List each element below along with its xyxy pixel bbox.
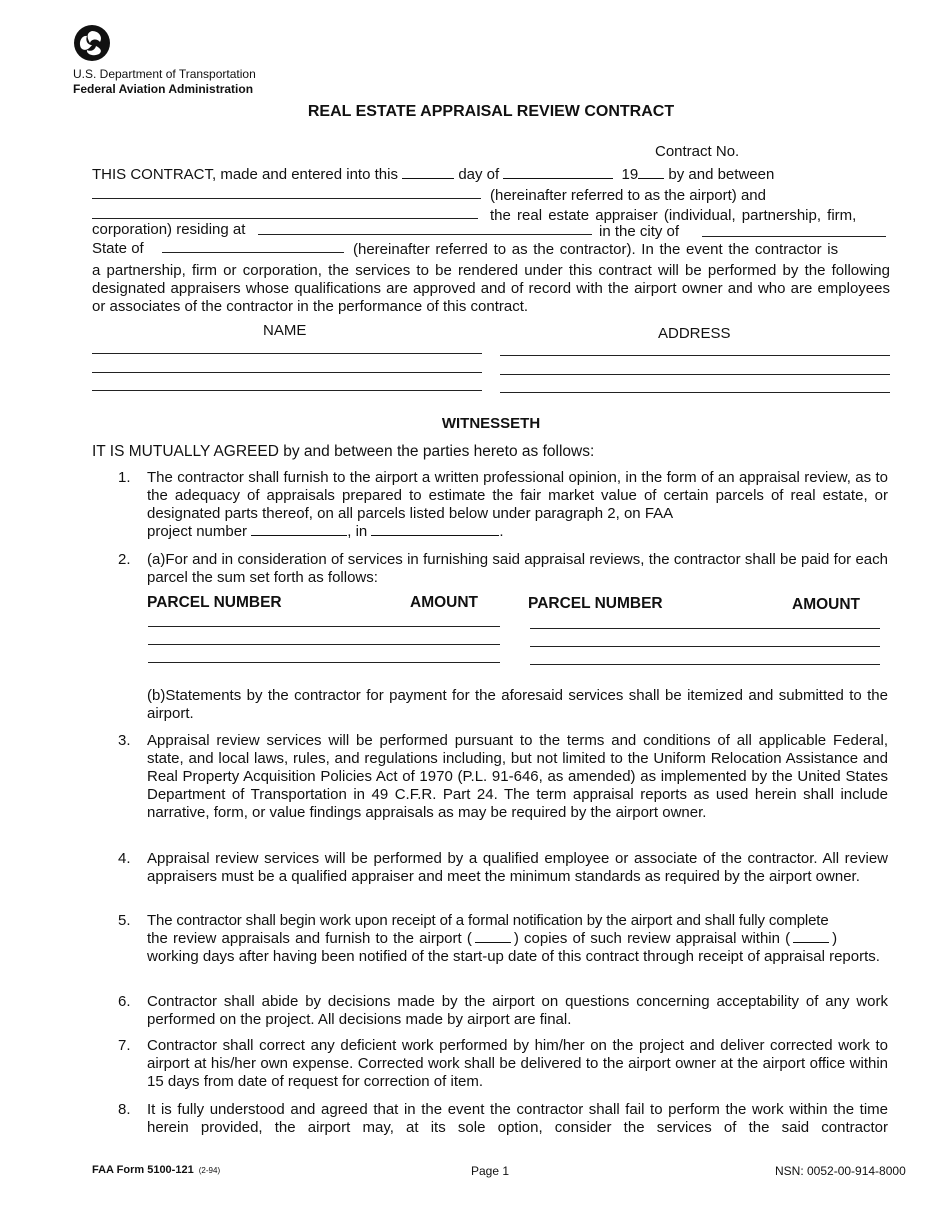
footer-page: Page 1: [471, 1164, 510, 1178]
address-line-3[interactable]: [500, 392, 890, 393]
intro-line-5b: (hereinafter referred to as the contractor). In the event the contractor is: [353, 241, 839, 258]
footer-nsn: NSN: 0052-00-914-8000: [775, 1164, 906, 1178]
parcel-row-line[interactable]: [148, 662, 500, 663]
item-number: 7.: [118, 1037, 131, 1054]
item-1-text-b: , in: [347, 523, 368, 540]
month-field[interactable]: [503, 166, 613, 179]
contract-no-label: Contract No.: [655, 143, 740, 160]
appraiser-name-field[interactable]: [92, 218, 478, 219]
name-line-2[interactable]: [92, 372, 482, 373]
agreed-line: IT IS MUTUALLY AGREED by and between the parties hereto as follows:: [92, 443, 595, 460]
residence-field[interactable]: [258, 234, 592, 235]
intro-line-3: the real estate appraiser (individual, partnership, firm,: [490, 207, 857, 224]
item-5-line-2: [147, 930, 837, 948]
city-field[interactable]: [702, 236, 886, 237]
parcel-row-line[interactable]: [148, 644, 500, 645]
intro-text: day of: [458, 166, 500, 183]
address-column-label: ADDRESS: [658, 325, 731, 342]
item-5-text-b: ) copies of such review appraisal within (: [513, 930, 791, 947]
item-1-last-line: [147, 523, 504, 541]
item-7-text: Contractor shall correct any deficient work performed by him/her on the project and deliver corrected work to airport at his/her own expense. Corrected work shall be delivered to the airport owner at the airport office within 15 days from date of request for correction of item.: [147, 1037, 888, 1090]
item-1-text-c: .: [499, 523, 504, 540]
item-number: 4.: [118, 850, 131, 867]
item-number: 6.: [118, 993, 131, 1010]
name-column-label: NAME: [263, 322, 307, 339]
address-line-1[interactable]: [500, 355, 890, 356]
intro-line-1: [92, 166, 774, 184]
amount-header-1: AMOUNT: [410, 594, 479, 611]
form-number: FAA Form 5100-121: [92, 1164, 194, 1176]
dot-logo: [73, 24, 111, 62]
name-line-3[interactable]: [92, 390, 482, 391]
parcel-header-1: PARCEL NUMBER: [147, 594, 282, 611]
item-number: 8.: [118, 1101, 131, 1118]
intro-line-2: (hereinafter referred to as the airport) and: [490, 187, 766, 204]
intro-text: THIS CONTRACT, made and entered into this: [92, 166, 398, 183]
item-number: 5.: [118, 912, 131, 929]
item-5-text-c: ): [832, 930, 838, 947]
project-location-field[interactable]: [371, 523, 499, 536]
page-title: REAL ESTATE APPRAISAL REVIEW CONTRACT: [307, 103, 675, 120]
item-5-text-a: the review appraisals and furnish to the airport (: [147, 930, 472, 947]
item-2a-text: (a)For and in consideration of services in furnishing said appraisal reviews, the contractor shall be paid for each parcel the sum set forth as follows:: [147, 551, 888, 586]
item-1-text-a: project number: [147, 523, 248, 540]
intro-text: by and between: [668, 166, 775, 183]
day-field[interactable]: [402, 166, 454, 179]
form-date: (2-94): [198, 1166, 221, 1175]
item-8-text: It is fully understood and agreed that in the event the contractor shall fail to perform the work within the time herein provided, the airport may, at its sole option, consider the services of the said contractor: [147, 1101, 888, 1136]
parcel-row-line[interactable]: [530, 646, 880, 647]
witnesseth-heading: WITNESSETH: [441, 415, 541, 432]
intro-paragraph: a partnership, firm or corporation, the services to be rendered under this contract will be performed by the following designated appraisers whose qualifications are approved and of record with the airport owner and who are employees or associates of the contractor in the performance of this contract.: [92, 262, 890, 315]
item-6-text: Contractor shall abide by decisions made by the airport on questions concerning acceptability of any work performed on the project. All decisions made by airport are final.: [147, 993, 888, 1028]
address-line-2[interactable]: [500, 374, 890, 375]
days-field[interactable]: [793, 930, 829, 943]
agency-line1: U.S. Department of Transportation: [73, 67, 256, 81]
parcel-row-line[interactable]: [530, 664, 880, 665]
intro-line-4b: in the city of: [599, 223, 680, 240]
amount-header-2: AMOUNT: [792, 596, 861, 613]
project-number-field[interactable]: [251, 523, 347, 536]
state-field[interactable]: [162, 252, 344, 253]
name-line-1[interactable]: [92, 353, 482, 354]
parcel-row-line[interactable]: [530, 628, 880, 629]
item-1-text: The contractor shall furnish to the airport a written professional opinion, in the form of an appraisal review, as to the adequacy of appraisals prepared to estimate the fair market value of certain parcels of real estate, or designated parts thereof, on all parcels listed below under paragraph 2, on FAA: [147, 469, 888, 522]
item-4-text: Appraisal review services will be performed by a qualified employee or associate of the contractor. All review appraisers must be a qualified appraiser and meet the minimum standards as required by the airport owner.: [147, 850, 888, 885]
item-3-text: Appraisal review services will be performed pursuant to the terms and conditions of all applicable Federal, state, and local laws, rules, and regulations including, but not limited to the Uniform Relocation Assistance and Real Property Acquisition Policies Act of 1970 (P.L. 91-646, as amended) as implemented by the United States Department of Transportation in 49 C.F.R. Part 24. The term appraisal reports as used herein shall include narrative, form, or value findings appraisals as may be required by the airport owner.: [147, 732, 888, 821]
item-number: 2.: [118, 551, 131, 568]
year-field[interactable]: [638, 166, 664, 179]
intro-line-4: corporation) residing at: [92, 221, 246, 238]
item-5-text: working days after having been notified of the start-up date of this contract through receipt of appraisal reports.: [147, 948, 880, 965]
agency-line2: Federal Aviation Administration: [73, 82, 254, 96]
footer-form: [92, 1164, 220, 1176]
parcel-header-2: PARCEL NUMBER: [528, 595, 663, 612]
item-number: 1.: [118, 469, 131, 486]
airport-name-field[interactable]: [92, 198, 481, 199]
item-2b-text: (b)Statements by the contractor for payment for the aforesaid services shall be itemized and submitted to the airport.: [147, 687, 888, 722]
parcel-row-line[interactable]: [148, 626, 500, 627]
intro-line-5a: State of: [92, 240, 144, 257]
item-5-line-1: The contractor shall begin work upon receipt of a formal notification by the airport and shall fully complete: [147, 912, 829, 929]
intro-text: 19: [621, 166, 639, 183]
item-number: 3.: [118, 732, 131, 749]
copies-field[interactable]: [475, 930, 511, 943]
